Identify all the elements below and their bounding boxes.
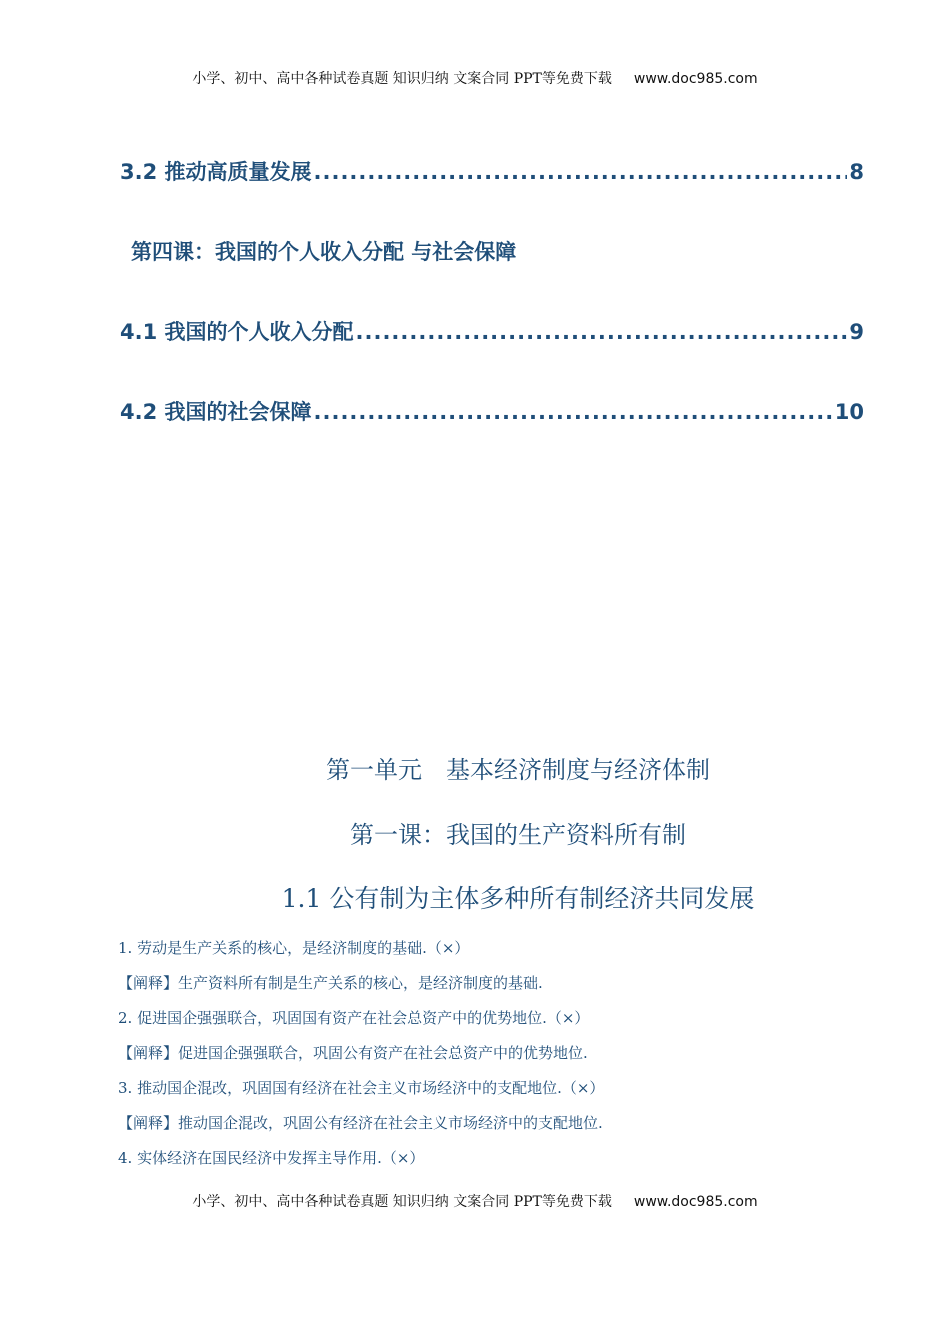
toc-entry-4-2[interactable]: [120, 396, 864, 426]
toc-entry-label: 3.2 推动高质量发展: [120, 160, 312, 184]
question-line: 4. 实体经济在国民经济中发挥主导作用.（×）: [118, 1149, 425, 1167]
question-line: 3. 推动国企混改，巩固国有经济在社会主义市场经济中的支配地位.（×）: [118, 1079, 605, 1097]
explanation-line: 【阐释】生产资料所有制是生产关系的核心，是经济制度的基础.: [118, 974, 543, 992]
toc-lesson-4[interactable]: 第四课：我国的个人收入分配 与社会保障: [131, 240, 517, 264]
toc-page-number: 8: [849, 160, 864, 184]
footer-text: 小学、初中、高中各种试卷真题 知识归纳 文案合同 PPT等免费下载: [192, 1194, 612, 1210]
toc-entry-label: 4.2 我国的社会保障: [120, 400, 312, 424]
content-body: [118, 937, 878, 1182]
toc-page-number: 10: [834, 400, 864, 424]
footer-site[interactable]: www.doc985.com: [633, 1194, 758, 1210]
header-text: 小学、初中、高中各种试卷真题 知识归纳 文案合同 PPT等免费下载: [192, 71, 612, 87]
toc-leader: [314, 160, 848, 184]
section-title: 1.1 公有制为主体多种所有制经济共同发展: [281, 884, 755, 913]
toc-page-number: 9: [849, 320, 864, 344]
page-footer: [0, 1191, 950, 1211]
page-header: [0, 68, 950, 88]
explanation-line: 【阐释】推动国企混改，巩固公有经济在社会主义市场经济中的支配地位.: [118, 1114, 603, 1132]
lesson-title: 第一课：我国的生产资料所有制: [350, 821, 686, 849]
toc-leader: [356, 320, 848, 344]
toc-entry-3-2[interactable]: [120, 156, 864, 186]
question-line: 2. 促进国企强强联合，巩固国有资产在社会总资产中的优势地位.（×）: [118, 1009, 590, 1027]
explanation-line: 【阐释】促进国企强强联合，巩固公有资产在社会总资产中的优势地位.: [118, 1044, 588, 1062]
header-site[interactable]: www.doc985.com: [633, 71, 758, 87]
toc-entry-4-1[interactable]: [120, 316, 864, 346]
toc-leader: [314, 400, 833, 424]
question-line: 1. 劳动是生产关系的核心，是经济制度的基础.（×）: [118, 939, 470, 957]
unit-title: 第一单元 基本经济制度与经济体制: [326, 756, 710, 784]
toc-entry-label: 4.1 我国的个人收入分配: [120, 320, 354, 344]
